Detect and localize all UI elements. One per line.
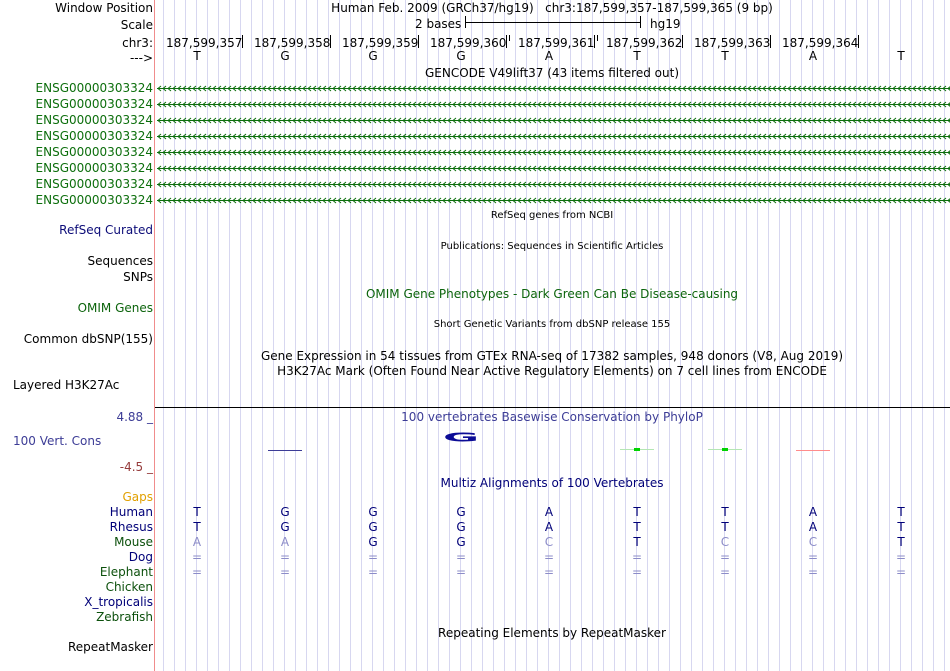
alignment-base: T (193, 520, 201, 534)
refseq-label[interactable]: RefSeq Curated (59, 223, 153, 237)
scale-label: Scale (120, 18, 153, 32)
coordinate-tick (858, 35, 859, 48)
reference-base: T (633, 49, 641, 63)
alignment-base: T (721, 520, 729, 534)
coordinate-tick (506, 35, 507, 48)
gencode-title: GENCODE V49lift37 (43 items filtered out) (424, 66, 679, 80)
coordinate-label: 187,599,361 (518, 36, 595, 50)
gencode-item-label[interactable]: ENSG00000303324 (35, 193, 153, 207)
gencode-item-label[interactable]: ENSG00000303324 (35, 97, 153, 111)
omim-label[interactable]: OMIM Genes (77, 301, 153, 315)
alignment-base: = (191, 550, 203, 564)
alignment-base: C (720, 535, 730, 549)
chrom-label: chr3: (122, 36, 153, 50)
alignment-base: = (631, 550, 643, 564)
alignment-base: = (279, 550, 291, 564)
alignment-base: T (193, 505, 201, 519)
coordinate-label: 187,599,362 (606, 36, 683, 50)
gencode-item-label[interactable]: ENSG00000303324 (35, 113, 153, 127)
reference-base: A (544, 49, 554, 63)
alignment-base: = (895, 565, 907, 579)
alignment-base: G (456, 535, 466, 549)
gencode-item-label[interactable]: ENSG00000303324 (35, 81, 153, 95)
coordinate-tick (594, 35, 595, 48)
gencode-item-label[interactable]: ENSG00000303324 (35, 145, 153, 159)
alignment-base: = (455, 550, 467, 564)
reference-base: T (193, 49, 201, 63)
snps-label[interactable]: SNPs (123, 270, 153, 284)
alignment-base: = (543, 550, 555, 564)
gaps-label[interactable]: Gaps (122, 490, 153, 504)
phylop-bar (268, 450, 302, 451)
alignment-base: T (897, 505, 905, 519)
alignment-base: A (544, 520, 554, 534)
gencode-item-label[interactable]: ENSG00000303324 (35, 177, 153, 191)
phylop-label[interactable]: 100 Vert. Cons (13, 434, 102, 448)
reference-base: G (456, 49, 466, 63)
minor-tick (509, 35, 510, 41)
alignment-base: = (455, 565, 467, 579)
dbsnp-label[interactable]: Common dbSNP(155) (23, 332, 153, 346)
alignment-base: G (368, 520, 378, 534)
coordinate-tick (418, 35, 419, 48)
alignment-base: = (279, 565, 291, 579)
alignment-base: = (367, 565, 379, 579)
alignment-base: A (280, 535, 290, 549)
alignment-base: T (633, 505, 641, 519)
omim-title: OMIM Gene Phenotypes - Dark Green Can Be Disease-causing (365, 287, 739, 301)
repeatmasker-label[interactable]: RepeatMasker (67, 640, 153, 654)
gencode-gene-lines (157, 86, 950, 203)
phylop-glyph: G (443, 430, 480, 445)
species-label[interactable]: Dog (128, 550, 153, 564)
refseq-title: RefSeq genes from NCBI (490, 210, 614, 221)
reference-base: G (368, 49, 378, 63)
gtex-title: Gene Expression in 54 tissues from GTEx RNA-seq of 17382 samples, 948 donors (V8, Aug 2019) (260, 349, 844, 363)
species-label[interactable]: Rhesus (109, 520, 153, 534)
gencode-item-label[interactable]: ENSG00000303324 (35, 161, 153, 175)
alignment-base: = (367, 550, 379, 564)
alignment-base: A (808, 520, 818, 534)
phylop-bar (796, 450, 830, 451)
species-label[interactable]: X_tropicalis (84, 595, 153, 609)
alignment-base: G (368, 505, 378, 519)
sequences-label[interactable]: Sequences (87, 254, 153, 268)
alignment-base: C (544, 535, 554, 549)
scale-bar-right-tick (640, 16, 641, 28)
species-label[interactable]: Zebrafish (96, 610, 153, 624)
scale-bar (465, 22, 641, 23)
reference-base: G (280, 49, 290, 63)
species-label[interactable]: Elephant (99, 565, 153, 579)
reference-base: T (721, 49, 729, 63)
alignment-base: A (544, 505, 554, 519)
species-label[interactable]: Human (109, 505, 153, 519)
alignment-base: G (280, 505, 290, 519)
alignment-base: = (543, 565, 555, 579)
alignment-base: A (808, 505, 818, 519)
h3k27ac-label[interactable]: Layered H3K27Ac (13, 378, 120, 392)
repeatmasker-title: Repeating Elements by RepeatMasker (438, 626, 666, 640)
phylop-bar-peak (722, 448, 728, 451)
coordinate-label: 187,599,363 (694, 36, 771, 50)
coordinate-tick (330, 35, 331, 48)
alignment-base: = (807, 550, 819, 564)
alignment-base: C (808, 535, 818, 549)
alignment-base: = (719, 550, 731, 564)
minor-tick (597, 35, 598, 41)
gencode-item-label[interactable]: ENSG00000303324 (35, 129, 153, 143)
alignment-base: T (897, 520, 905, 534)
species-label[interactable]: Mouse (114, 535, 153, 549)
phylop-title: 100 vertebrates Basewise Conservation by PhyloP (401, 410, 703, 424)
dbsnp-title: Short Genetic Variants from dbSNP release 155 (433, 319, 671, 330)
h3k27ac-title: H3K27Ac Mark (Often Found Near Active Regulatory Elements) on 7 cell lines from ENCODE (277, 364, 827, 378)
phylop-min-label: -4.5 _ (119, 460, 153, 474)
coordinate-label: 187,599,360 (430, 36, 507, 50)
window-position-label: Window Position (55, 1, 153, 15)
alignment-base: G (456, 505, 466, 519)
window-position-value: Human Feb. 2009 (GRCh37/hg19) chr3:187,599,357-187,599,365 (9 bp) (331, 1, 773, 15)
scale-assembly: hg19 (650, 17, 681, 31)
alignment-base: G (368, 535, 378, 549)
alignment-base: = (191, 565, 203, 579)
publications-title: Publications: Sequences in Scientific Articles (440, 241, 664, 252)
coordinate-tick (682, 35, 683, 48)
coordinate-label: 187,599,364 (782, 36, 859, 50)
alignment-base: G (456, 520, 466, 534)
phylop-bar-peak (634, 448, 640, 451)
alignment-base: T (721, 505, 729, 519)
species-label[interactable]: Chicken (105, 580, 153, 594)
coordinate-tick (770, 35, 771, 48)
multiz-title: Multiz Alignments of 100 Vertebrates (440, 476, 664, 490)
coordinate-tick (242, 35, 243, 48)
alignment-base: G (280, 520, 290, 534)
alignment-base: T (633, 535, 641, 549)
alignment-base: = (895, 550, 907, 564)
alignment-base: T (633, 520, 641, 534)
reference-base: A (808, 49, 818, 63)
alignment-base: = (631, 565, 643, 579)
alignment-base: A (192, 535, 202, 549)
reference-base: T (897, 49, 905, 63)
alignment-base: = (807, 565, 819, 579)
phylop-max-label: 4.88 _ (116, 410, 153, 424)
alignment-base: = (719, 565, 731, 579)
alignment-base: T (897, 535, 905, 549)
coordinate-label: 187,599,357 (166, 36, 243, 50)
scale-value: 2 bases (415, 17, 462, 31)
coordinate-label: 187,599,358 (254, 36, 331, 50)
coordinate-label: 187,599,359 (342, 36, 419, 50)
strand-label: ---> (129, 51, 153, 65)
